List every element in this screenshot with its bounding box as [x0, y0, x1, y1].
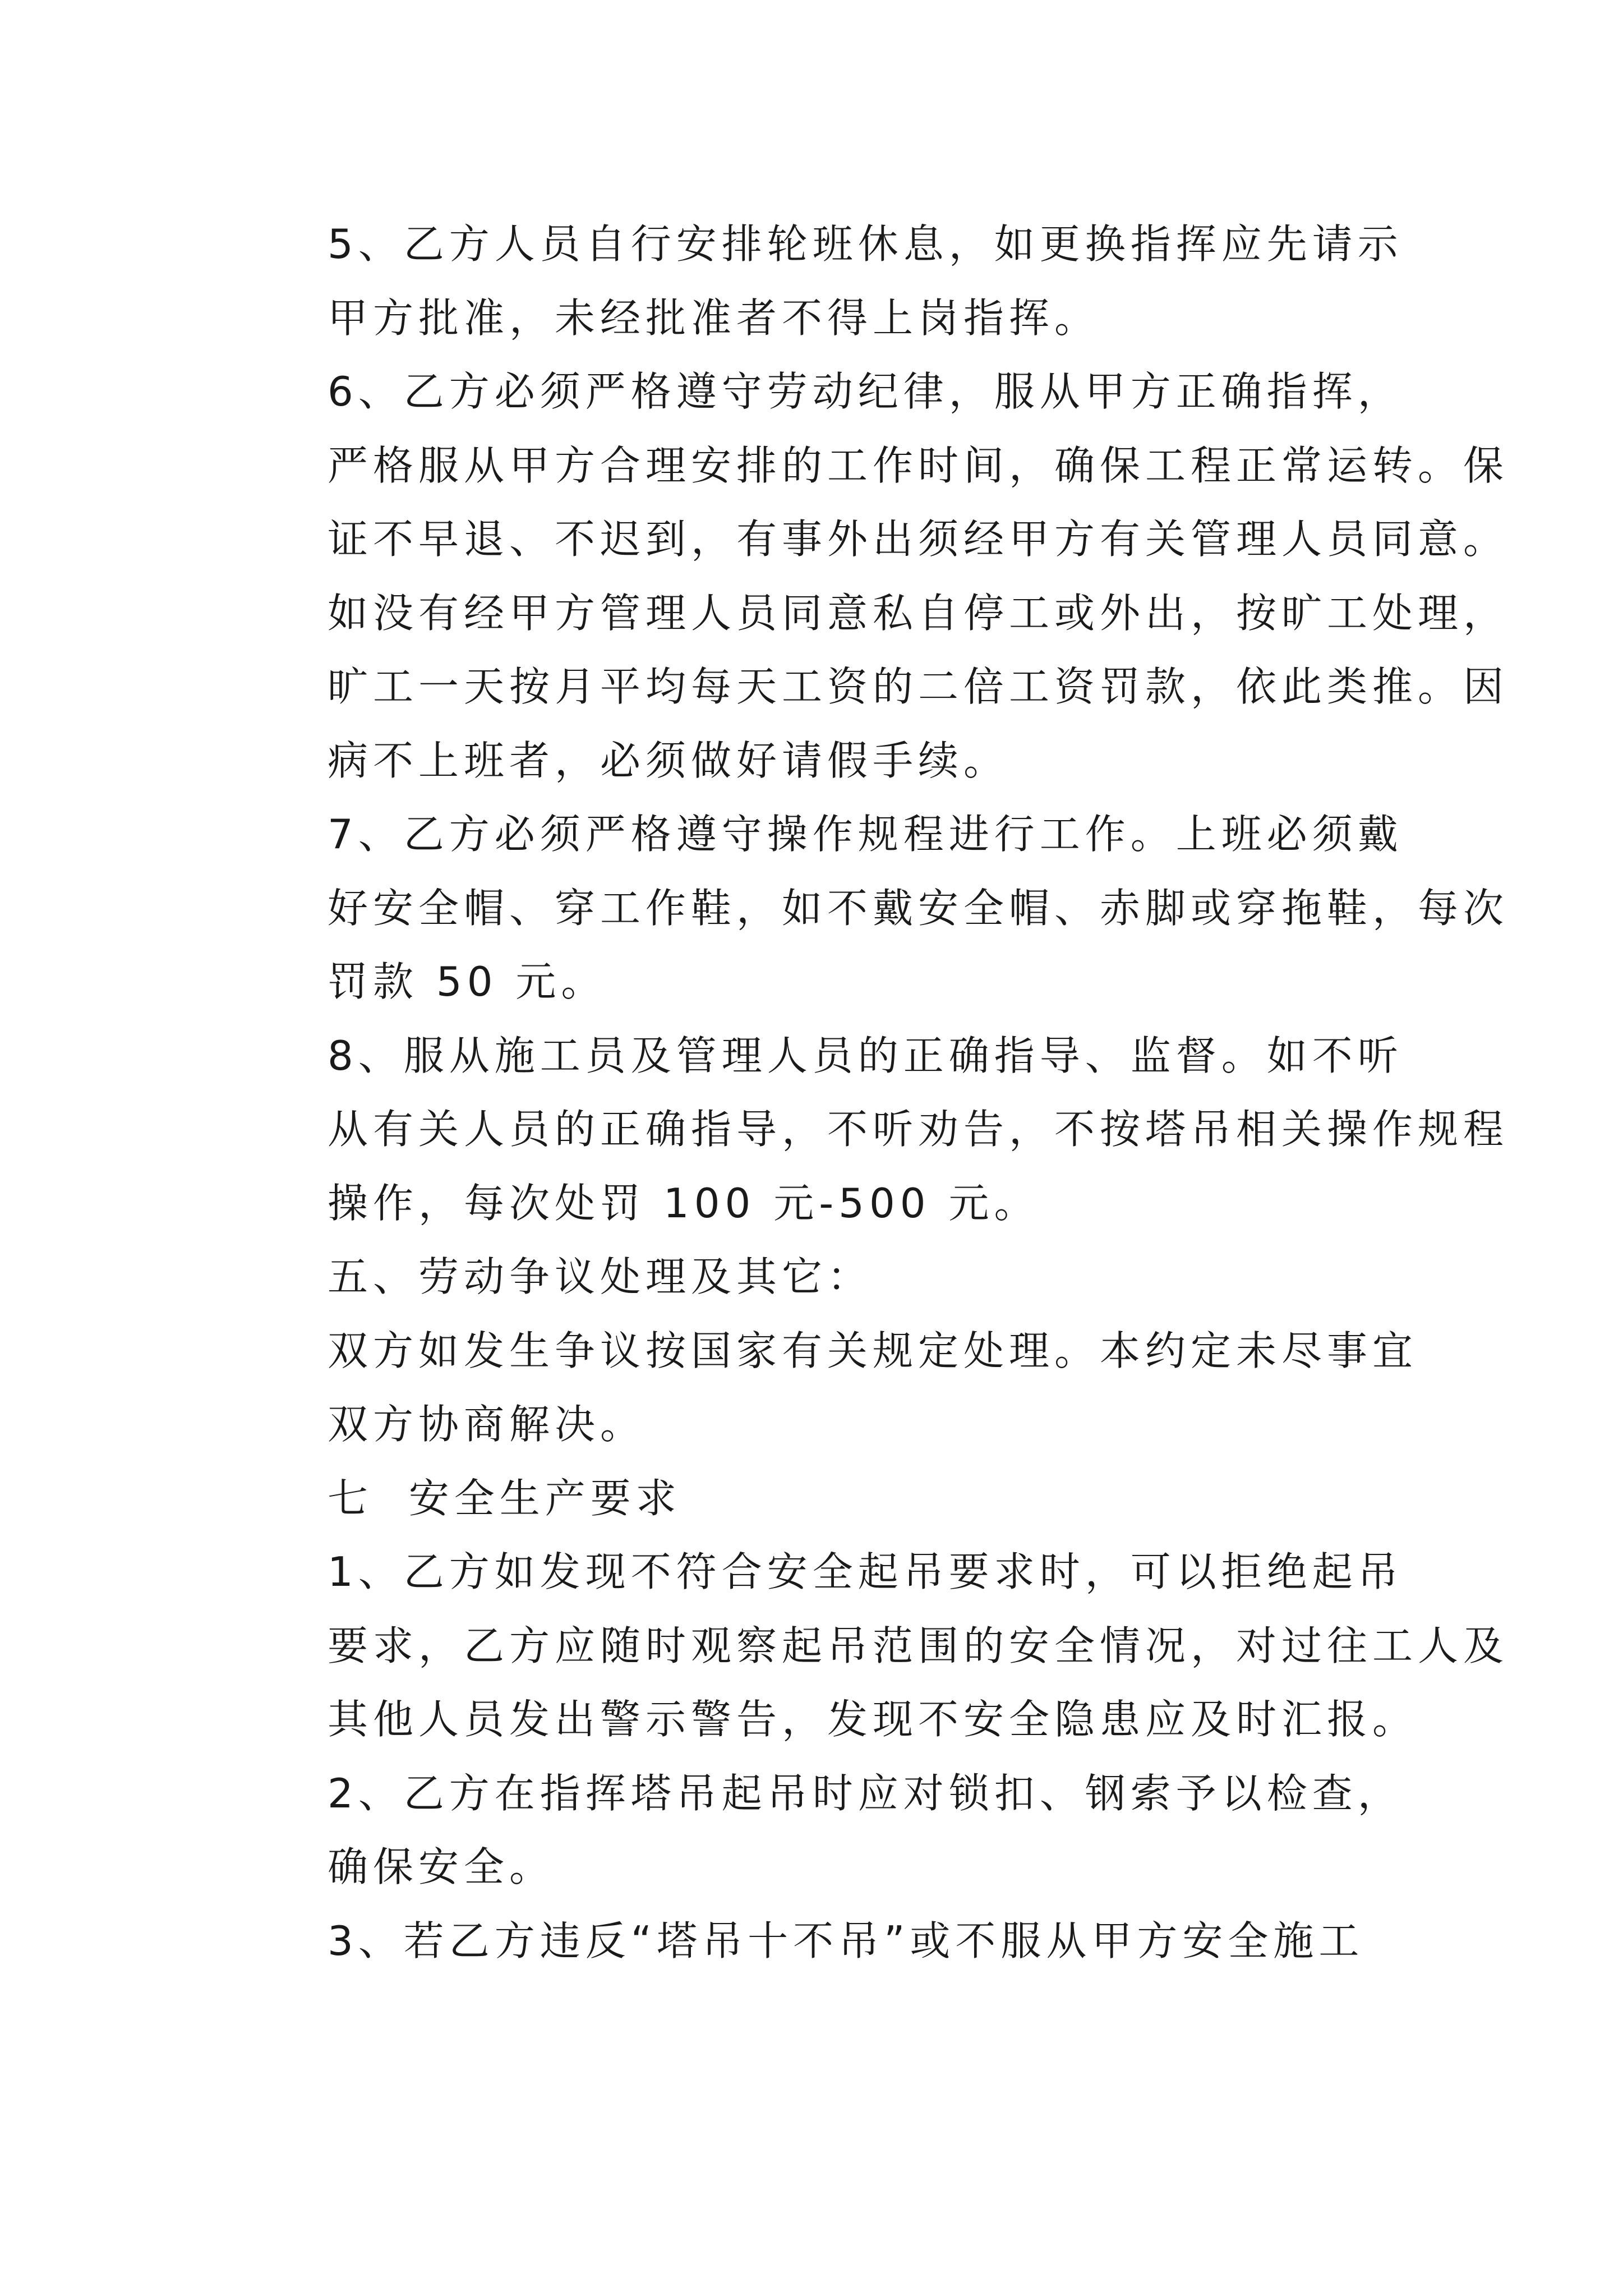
text-line: 严格服从甲方合理安排的工作时间，确保工程正常运转。保: [328, 441, 1509, 489]
text-line: 如没有经甲方管理人员同意私自停工或外出，按旷工处理，: [328, 589, 1509, 637]
text-line: 好安全帽、穿工作鞋，如不戴安全帽、赤脚或穿拖鞋，每次: [328, 884, 1509, 932]
text-line: 要求，乙方应随时观察起吊范围的安全情况，对过往工人及: [328, 1622, 1509, 1669]
paragraph-safety-1: [247, 1535, 1509, 1757]
text-line: 甲方批准，未经批准者不得上岗指挥。: [328, 294, 1100, 342]
text-line: 罚款 50 元。: [328, 958, 607, 1005]
text-line: 8、服从施工员及管理人员的正确指导、监督。如不听: [328, 1032, 1403, 1079]
text-line: 五、劳动争议处理及其它：: [328, 1253, 873, 1300]
paragraph-safety-2: [247, 1757, 1403, 1904]
text-line: 6、乙方必须严格遵守劳动纪律，服从甲方正确指挥，: [328, 368, 1403, 415]
section-heading-5: [247, 1240, 1380, 1314]
text-line: 从有关人员的正确指导，不听劝告，不按塔吊相关操作规程: [328, 1106, 1509, 1153]
paragraph-item-7: [247, 798, 1509, 1019]
text-line: 2、乙方在指挥塔吊起吊时应对锁扣、钢索予以检查，: [328, 1769, 1403, 1817]
text-line: 7、乙方必须严格遵守操作规程进行工作。上班必须戴: [328, 811, 1403, 858]
text-line: 操作，每次处罚 100 元-500 元。: [328, 1179, 1040, 1227]
text-line: 七 安全生产要求: [328, 1474, 681, 1522]
text-line: 双方如发生争议按国家有关规定处理。本约定未尽事宜: [328, 1327, 1418, 1374]
paragraph-safety-3: [247, 1904, 1380, 1978]
text-line: 5、乙方人员自行安排轮班休息，如更换指挥应先请示: [328, 220, 1403, 268]
paragraph-item-6: [247, 355, 1509, 798]
paragraph-item-8: [247, 1019, 1509, 1241]
text-line: 3、若乙方违反“塔吊十不吊”或不服从甲方安全施工: [328, 1917, 1364, 1964]
document-body: [247, 208, 1509, 1978]
section-heading-7: [247, 1462, 1380, 1536]
paragraph-item-5: [247, 208, 1403, 355]
text-line: 病不上班者，必须做好请假手续。: [328, 737, 1009, 784]
text-line: 1、乙方如发现不符合安全起吊要求时，可以拒绝起吊: [328, 1548, 1403, 1595]
text-line: 旷工一天按月平均每天工资的二倍工资罚款，依此类推。因: [328, 663, 1509, 710]
text-line: 证不早退、不迟到，有事外出须经甲方有关管理人员同意。: [328, 516, 1509, 563]
text-line: 其他人员发出警示警告，发现不安全隐患应及时汇报。: [328, 1696, 1418, 1743]
paragraph-section-5-body: [247, 1314, 1418, 1462]
text-line: 确保安全。: [328, 1843, 555, 1890]
text-line: 双方协商解决。: [328, 1401, 646, 1448]
